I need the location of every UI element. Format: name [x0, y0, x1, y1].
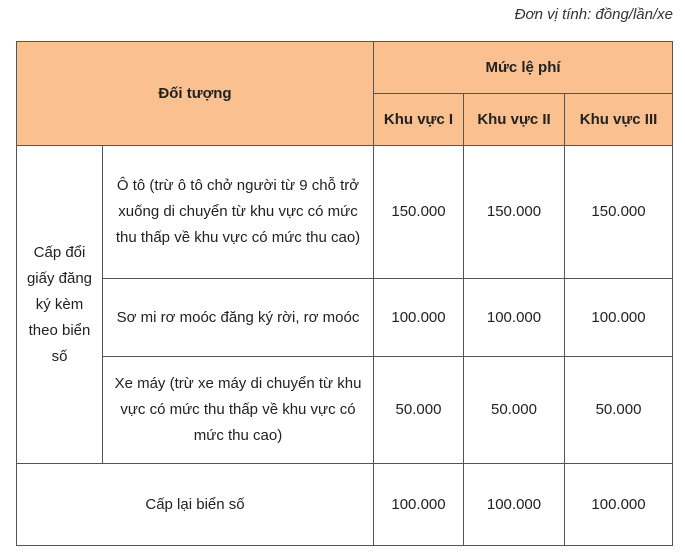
- row-reissue-region-2: 100.000: [464, 464, 565, 546]
- row-motorbike-region-2: 50.000: [464, 357, 565, 464]
- row-car-region-1: 150.000: [374, 146, 464, 279]
- row-trailer-region-2: 100.000: [464, 279, 565, 357]
- header-region-1: Khu vực I: [374, 94, 464, 146]
- row-label-reissue: Cấp lại biển số: [17, 464, 374, 546]
- fee-table: [16, 41, 673, 546]
- header-region-2: Khu vực II: [464, 94, 565, 146]
- row-label-trailer: Sơ mi rơ moóc đăng ký rời, rơ moóc: [103, 279, 374, 357]
- row-motorbike-region-1: 50.000: [374, 357, 464, 464]
- unit-note: Đơn vị tính: đồng/lần/xe: [514, 6, 673, 23]
- row-motorbike-region-3: 50.000: [565, 357, 673, 464]
- row-reissue-region-3: 100.000: [565, 464, 673, 546]
- row-reissue-region-1: 100.000: [374, 464, 464, 546]
- row-label-motorbike: Xe máy (trừ xe máy di chuyển từ khu vực có mức thu thấp về khu vực có mức thu cao): [103, 357, 374, 464]
- row-trailer-region-3: 100.000: [565, 279, 673, 357]
- header-subject: Đối tượng: [17, 42, 374, 146]
- header-region-3: Khu vực III: [565, 94, 673, 146]
- row-trailer-region-1: 100.000: [374, 279, 464, 357]
- header-fee-level: Mức lệ phí: [374, 42, 673, 94]
- group-label: Cấp đổi giấy đăng ký kèm theo biển số: [17, 146, 103, 464]
- row-label-car: Ô tô (trừ ô tô chở người từ 9 chỗ trở xuống di chuyển từ khu vực có mức thu thấp về khu vực có mức thu cao): [103, 146, 374, 279]
- row-car-region-3: 150.000: [565, 146, 673, 279]
- row-car-region-2: 150.000: [464, 146, 565, 279]
